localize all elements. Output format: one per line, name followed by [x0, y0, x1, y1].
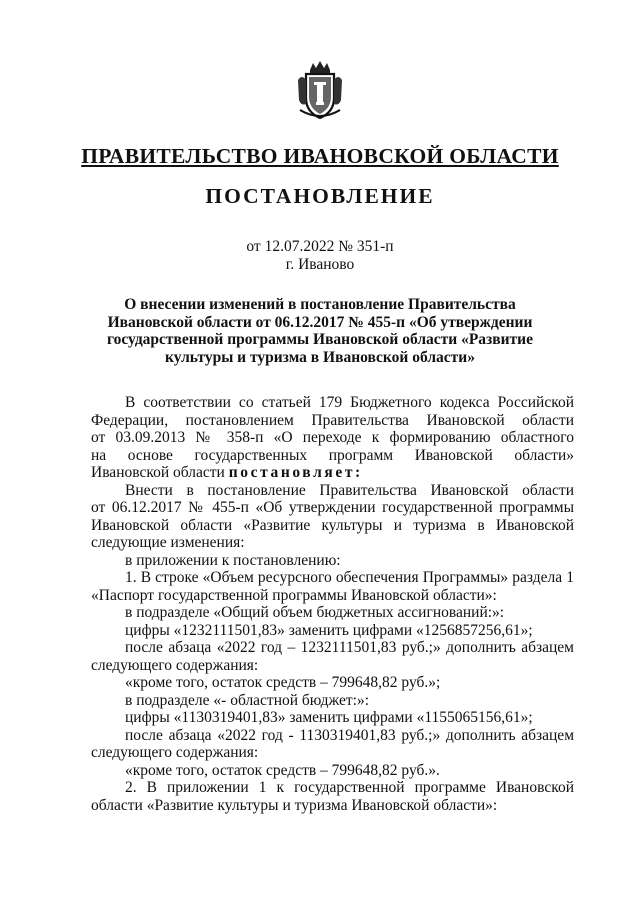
body-line: [91, 464, 574, 482]
body-line: после абзаца «2022 год – 1232111501,83 руб.;» дополнить абзацем: [125, 639, 574, 656]
body-line: на основе государственных программ Ивановской области»: [91, 446, 574, 464]
document-body: [91, 394, 574, 814]
body-line: Федерации, постановлением Правительства Ивановской области: [91, 411, 574, 429]
document-subject: [90, 296, 550, 366]
document-type-title: ПОСТАНОВЛЕНИЕ: [205, 184, 435, 208]
body-line: от 06.12.2017 № 455-п «Об утверждении государственной программы: [91, 499, 574, 516]
body-line: следующего содержания:: [91, 656, 259, 674]
body-line: цифры «1232111501,83» заменить цифрами «1256857256,61»;: [125, 621, 533, 639]
subject-line: О внесении изменений в постановление Правительства: [124, 296, 516, 313]
body-line: «кроме того, остаток средств – 799648,82 руб.».: [125, 761, 440, 779]
body-line: В соответствии со статьей 179 Бюджетного кодекса Российской: [125, 394, 574, 411]
date-and-place: [0, 238, 640, 274]
date-number: от 12.07.2022 № 351-п: [246, 238, 394, 255]
body-line: области «Развитие культуры и туризма Ивановской области»:: [91, 796, 498, 814]
body-line: от 03.09.2013 № 358-п «О переходе к формированию областного: [91, 429, 574, 446]
body-line: следующие изменения:: [91, 534, 245, 551]
government-title: ПРАВИТЕЛЬСТВО ИВАНОВСКОЙ ОБЛАСТИ: [81, 144, 559, 168]
body-line: следующего содержания:: [91, 744, 259, 761]
body-line: в подразделе «Общий объем бюджетных ассигнований:»:: [125, 604, 505, 621]
body-line: «Паспорт государственной программы Ивановской области»:: [91, 586, 497, 604]
body-line: Ивановской области «Развитие культуры и туризма в Ивановской: [91, 516, 574, 534]
body-line: в приложении к постановлению:: [125, 551, 341, 569]
body-line: Внести в постановление Правительства Ивановской области: [125, 481, 574, 499]
body-text: Ивановской области: [91, 464, 225, 481]
body-line: «кроме того, остаток средств – 799648,82 руб.»;: [125, 674, 441, 691]
body-line: 2. В приложении 1 к государственной программе Ивановской: [125, 779, 574, 796]
subject-line: культуры и туризма в Ивановской области»: [165, 348, 475, 366]
body-line: цифры «1130319401,83» заменить цифрами «1155065156,61»;: [125, 709, 533, 726]
subject-line: государственной программы Ивановской области «Развитие: [106, 331, 533, 348]
subject-line: Ивановской области от 06.12.2017 № 455-п «Об утверждении: [107, 313, 533, 331]
body-line: после абзаца «2022 год - 1130319401,83 руб.;» дополнить абзацем: [125, 726, 574, 744]
body-line: 1. В строке «Объем ресурсного обеспечения Программы» раздела 1: [125, 569, 574, 586]
resolves-word: постановляет:: [228, 464, 363, 481]
body-line: в подразделе «- областной бюджет:»:: [125, 691, 370, 709]
coat-of-arms-icon: [296, 60, 344, 122]
city: г. Иваново: [285, 256, 355, 273]
